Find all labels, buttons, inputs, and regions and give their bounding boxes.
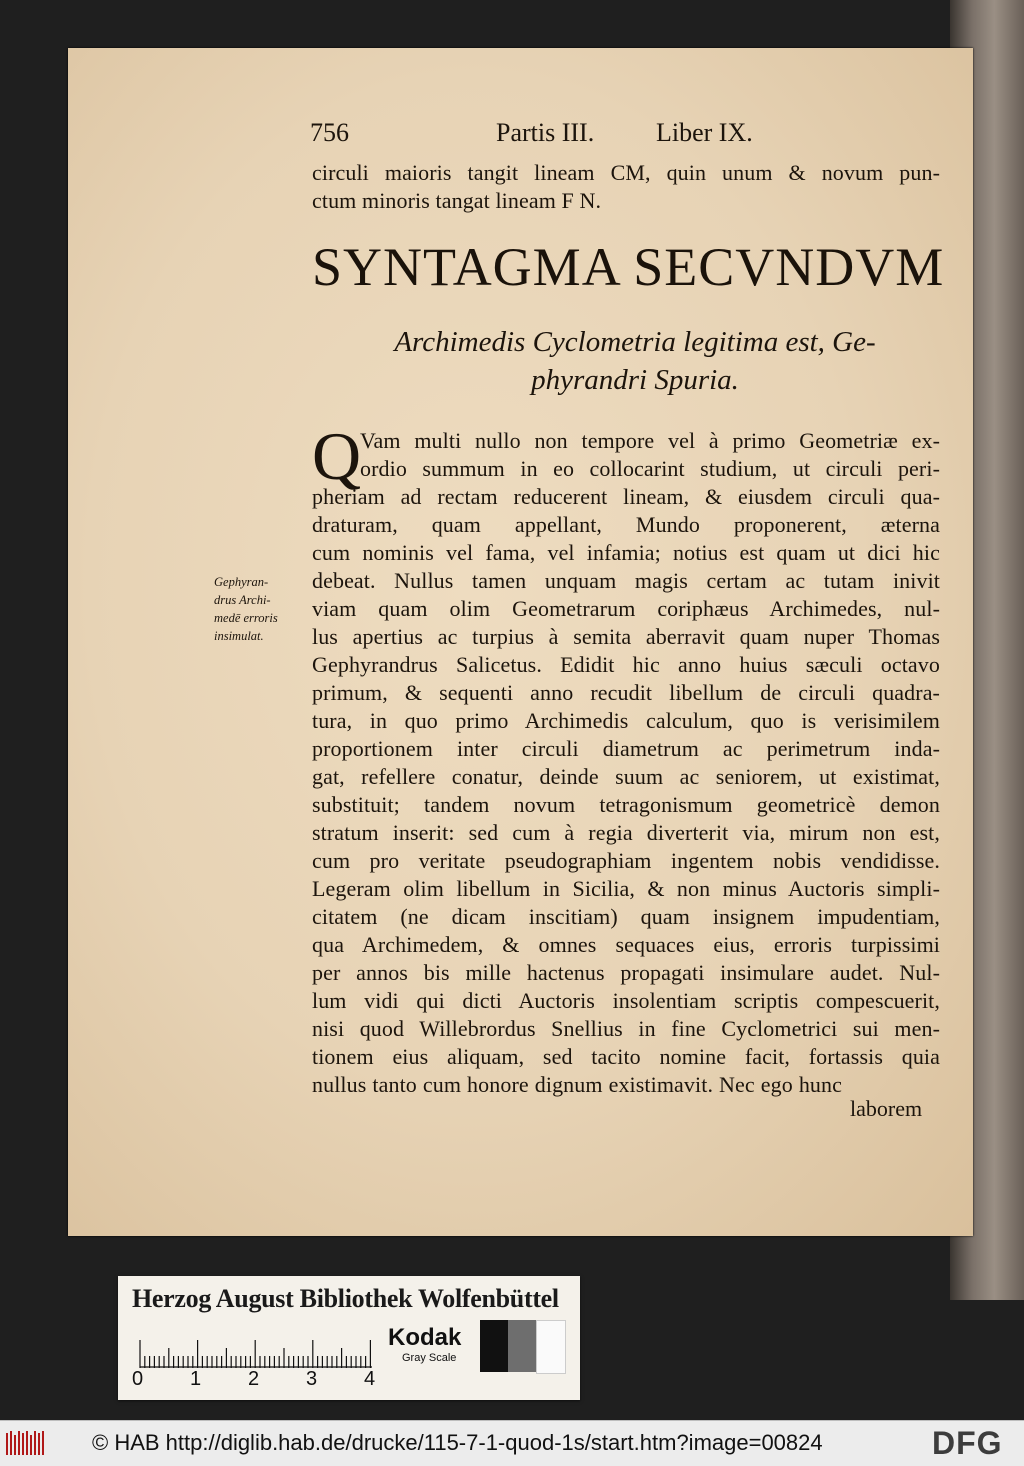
catchword: laborem	[850, 1096, 923, 1121]
body-line: ordio summum in eo collocarint studium, ut circuli peri-	[360, 456, 940, 481]
hab-barcode-icon	[6, 1429, 46, 1457]
ruler-number: 1	[190, 1368, 202, 1390]
body-line: nisi quod Willebrordus Snellius in fine Cyclometrici sui men-	[312, 1016, 940, 1041]
body-line: citatem (ne dicam inscitiam) quam insignem impudentiam,	[312, 904, 940, 929]
body-line: Vam multi nullo non tempore vel à primo Geometriæ ex-	[360, 428, 940, 453]
gray-swatch-black	[480, 1320, 508, 1372]
body-line: per annos bis mille hactenus propagati insimulare audet. Nul-	[312, 960, 940, 985]
section-subtitle-line: Archimedis Cyclometria legitima est, Ge-	[394, 326, 876, 358]
body-line: lus apertius ac turpius à semita aberravit quam nuper Thomas	[312, 624, 940, 649]
body-line: debeat. Nullus tamen unquam magis certam ac tutam inivit	[312, 568, 940, 593]
page-number: 756	[310, 118, 349, 147]
kodak-logo: Kodak	[388, 1324, 462, 1351]
body-line: stratum inserit: sed cum à regia diverterit via, mirum non est,	[312, 820, 940, 845]
margin-note-line: drus Archi-	[214, 593, 271, 607]
body-line: tionem eius aliquam, sed tacito nomine facit, fortassis quia	[312, 1044, 940, 1069]
body-line: nullus tanto cum honore dignum existimavit. Nec ego hunc	[312, 1072, 842, 1097]
dfg-logo: DFG	[932, 1425, 1003, 1461]
section-subtitle-line: phyrandri Spuria.	[531, 364, 739, 396]
body-line: lum vidi qui dicti Auctoris insolentiam scriptis compescuerit,	[312, 988, 940, 1013]
margin-note-line: insimulat.	[214, 629, 264, 643]
body-line: draturam, quam appellant, Mundo proponerent, æterna	[312, 512, 940, 537]
gray-scale-label: Gray Scale	[402, 1352, 457, 1364]
body-line: Legeram olim libellum in Sicilia, & non minus Auctoris simpli-	[312, 876, 940, 901]
margin-note-line: medē erroris	[214, 611, 278, 625]
ruler-number: 4	[364, 1368, 376, 1390]
body-line: substituit; tandem novum tetragonismum geometricè demon	[312, 792, 940, 817]
gray-swatch-mid	[508, 1320, 536, 1372]
body-line: pheriam ad rectam reducerent lineam, & eiusdem circuli qua-	[312, 484, 940, 509]
body-line: proportionem inter circuli diametrum ac perimetrum inda-	[312, 736, 940, 761]
body-line: primum, & sequenti anno recudit libellum de circuli quadra-	[312, 680, 940, 705]
section-title: SYNTAGMA SECVNDVM	[312, 237, 945, 297]
library-name: Herzog August Bibliothek Wolfenbüttel	[132, 1284, 559, 1313]
drop-cap: Q	[312, 418, 362, 494]
body-line: Gephyrandrus Salicetus. Edidit hic anno huius sæculi octavo	[312, 652, 940, 677]
gray-swatch-white	[536, 1320, 566, 1374]
ruler-number: 3	[306, 1368, 318, 1390]
margin-note-line: Gephyran-	[214, 575, 269, 589]
ruler-number: 0	[132, 1368, 144, 1390]
body-line: tura, in quo primo Archimedis calculum, quo is verisimilem	[312, 708, 940, 733]
body-line: gat, refellere conatur, deinde suum ac seniorem, ut existimat,	[312, 764, 940, 789]
ruler-number: 2	[248, 1368, 260, 1390]
running-header	[310, 118, 950, 154]
footer-bar	[0, 1420, 1024, 1466]
header-part: Partis III.	[496, 118, 595, 147]
citation-link[interactable]: © HAB http://diglib.hab.de/drucke/115-7-1-quod-1s/start.htm?image=00824	[92, 1430, 823, 1455]
opening-line: ctum minoris tangat lineam F N.	[312, 188, 602, 213]
body-line: viam quam olim Geometrarum coriphæus Archimedes, nul-	[312, 596, 940, 621]
library-scan-label	[118, 1276, 580, 1400]
body-line: cum pro veritate pseudographiam ingentem nobis vendidisse.	[312, 848, 940, 873]
opening-line: circuli maioris tangit lineam CM, quin unum & novum pun-	[312, 160, 940, 185]
header-book: Liber IX.	[656, 118, 753, 147]
body-line: qua Archimedem, & omnes sequaces eius, erroris turpissimi	[312, 932, 940, 957]
body-line: cum nominis vel fama, vel infamia; notius est quam ut dici hic	[312, 540, 940, 565]
ruler-scale	[136, 1328, 376, 1368]
